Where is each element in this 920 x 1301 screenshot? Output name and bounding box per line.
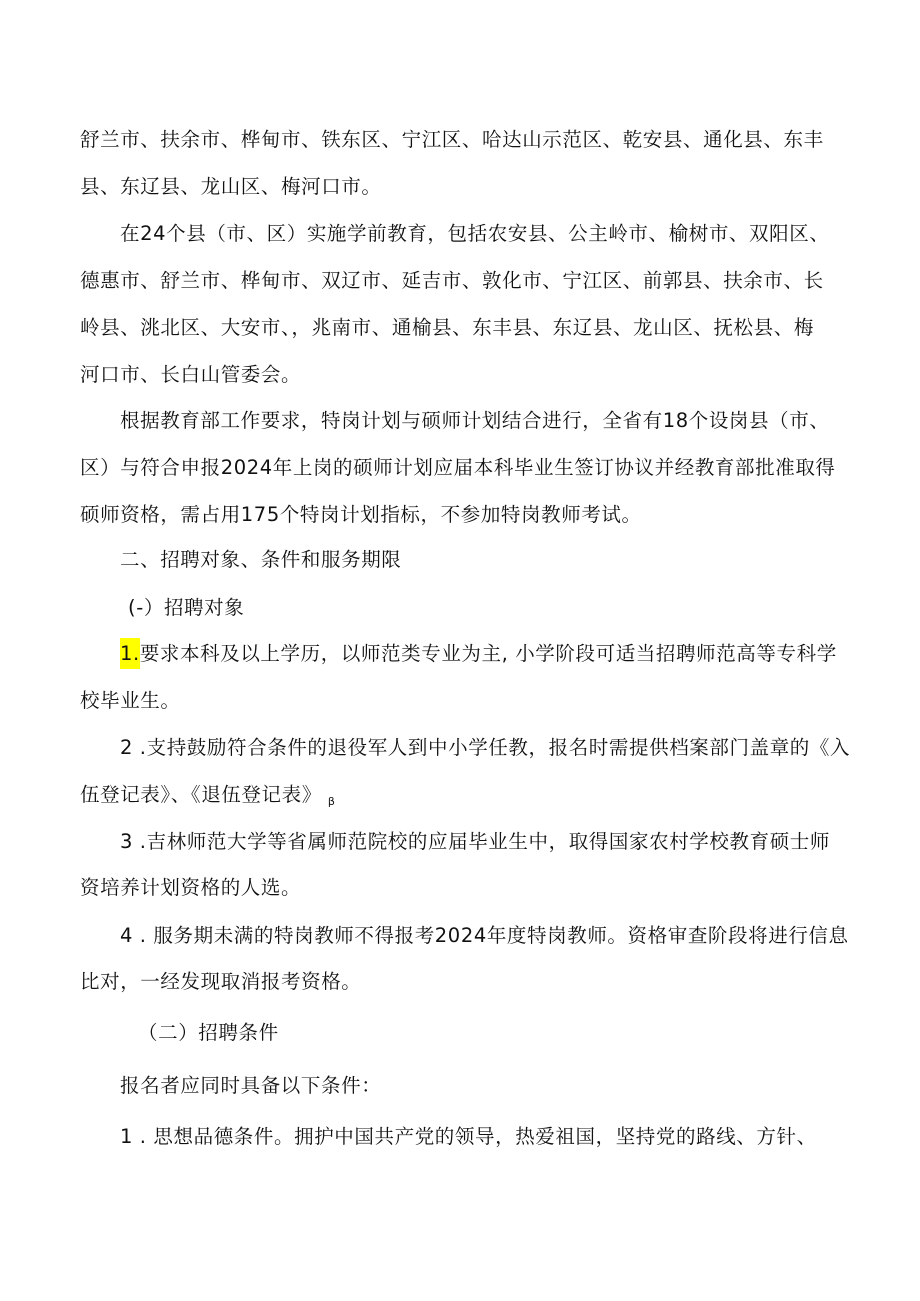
- list-item: 1 . 思想品德条件。拥护中国共产党的领导，热爱祖国，坚持党的路线、方针、: [120, 1125, 817, 1148]
- body-text-line: 德惠市、舒兰市、桦甸市、双辽市、延吉市、敦化市、宁江区、前郭县、扶余市、长: [80, 269, 824, 292]
- body-text-line: 岭县、洮北区、大安市、，兆南市、通榆县、东丰县、东辽县、龙山区、抚松县、梅: [80, 316, 814, 339]
- body-text-line: 在24个县（市、区）实施学前教育，包括农安县、公主岭市、榆树市、双阳区、: [120, 222, 830, 245]
- body-text-line: 河口市、长白山管委会。: [80, 363, 302, 386]
- list-item: 2 .支持鼓励符合条件的退役军人到中小学任教，报名时需提供档案部门盖章的《入: [120, 736, 851, 759]
- body-text-line: 根据教育部工作要求，特岗计划与硕师计划结合进行，全省有18个设岗县（市、: [120, 409, 830, 432]
- body-text-line: 比对，一经发现取消报考资格。: [80, 970, 362, 993]
- body-text-line: 资培养计划资格的人选。: [80, 876, 302, 899]
- list-item: 4 . 服务期未满的特岗教师不得报考2024年度特岗教师。资格审查阶段将进行信息: [120, 924, 849, 947]
- list-item: 3 .吉林师范大学等省属师范院校的应届毕业生中，取得国家农村学校教育硕士师: [120, 830, 831, 853]
- stray-character: β: [327, 795, 336, 808]
- list-item: [120, 640, 837, 668]
- body-text-line: 报名者应同时具备以下条件：: [120, 1074, 382, 1097]
- body-text-line: 舒兰市、扶余市、桦甸市、铁东区、宁江区、哈达山示范区、乾安县、通化县、东丰: [80, 128, 824, 151]
- body-text-line: 县、东辽县、龙山区、梅河口市。: [80, 175, 382, 198]
- body-text-line: 校毕业生。: [80, 689, 181, 712]
- subsection-heading: (-）招聘对象: [128, 596, 245, 619]
- body-text-line: [80, 781, 335, 816]
- list-item-text: 伍登记表》、《退伍登记表》: [80, 783, 322, 806]
- body-text-line: 硕师资格，需占用175个特岗计划指标，不参加特岗教师考试。: [80, 503, 642, 526]
- highlight-mark: 1.: [120, 638, 140, 669]
- body-text-line: 区）与符合申报2024年上岗的硕师计划应届本科毕业生签订协议并经教育部批准取得: [80, 456, 836, 479]
- subsection-heading: （二）招聘条件: [138, 1021, 279, 1044]
- section-heading: 二、招聘对象、条件和服务期限: [120, 548, 402, 571]
- list-item-text: 要求本科及以上学历，以师范类专业为主, 小学阶段可适当招聘师范高等专科学: [139, 642, 837, 665]
